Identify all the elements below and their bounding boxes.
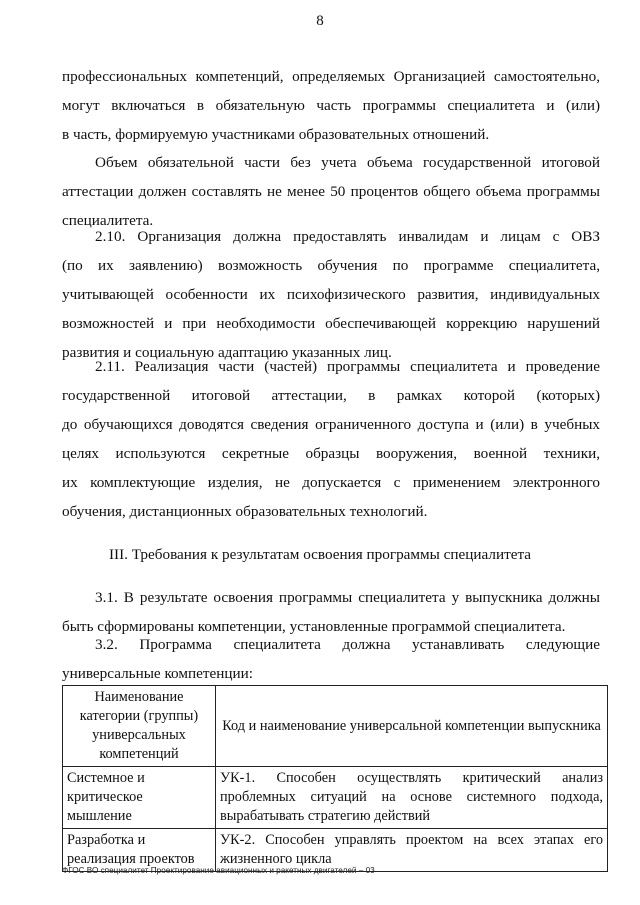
text-line: государственной итоговой аттестации, в рамках которой (которых) <box>62 387 600 404</box>
table-cell-category: Разработка и реализация проектов <box>63 829 216 872</box>
text-line: 2.11. Реализация части (частей) программы специалитета и проведение <box>95 358 600 375</box>
text-line: профессиональных компетенций, определяемых Организацией самостоятельно, <box>62 68 600 85</box>
table-header-competence: Код и наименование универсальной компетенции выпускника <box>216 686 608 767</box>
text-line: целях используются секретные образцы вооружения, военной техники, <box>62 445 600 462</box>
paragraph-2-10 <box>62 222 600 367</box>
text-line: аттестации должен составлять не менее 50 процентов общего объема программы <box>62 183 600 200</box>
paragraph-1 <box>62 62 600 149</box>
text-line: возможностей и при необходимости обеспечивающей коррекцию нарушений <box>62 315 600 332</box>
text-line: могут включаться в обязательную часть программы специалитета и (или) <box>62 97 600 114</box>
section-heading: III. Требования к результатам освоения программы специалитета <box>108 546 532 563</box>
text-line: 3.2. Программа специалитета должна устанавливать следующие <box>95 636 600 653</box>
text-line: в часть, формируемую участниками образовательных отношений. <box>62 126 490 143</box>
paragraph-2-11 <box>62 352 600 526</box>
text-line: обучения, дистанционных образовательных технологий. <box>62 503 428 520</box>
page-footer: ФГОС ВО специалитет Проектирование авиационных и ракетных двигателей – 03 <box>62 866 375 875</box>
text-line: 3.1. В результате освоения программы специалитета у выпускника должны <box>95 589 600 606</box>
text-line: универсальные компетенции: <box>62 665 253 682</box>
text-line: учитывающей особенности их психофизического развития, индивидуальных <box>62 286 600 303</box>
competence-table <box>62 685 608 872</box>
text-line: до обучающихся доводятся сведения ограниченного доступа и (или) в учебных <box>62 416 600 433</box>
text-line: специалитета. <box>62 212 154 229</box>
text-line: развития и социальную адаптацию указанных лиц. <box>62 344 392 361</box>
paragraph-3-2 <box>62 630 600 688</box>
table-row <box>63 767 608 829</box>
text-line: 2.10. Организация должна предоставлять инвалидам и лицам с ОВЗ <box>95 228 600 245</box>
text-line: быть сформированы компетенции, установленные программой специалитета. <box>62 618 566 635</box>
table-cell-category: Системное и критическое мышление <box>63 767 216 829</box>
table-header-category: Наименование категории (группы) универсальных компетенций <box>63 686 216 767</box>
page-number: 8 <box>316 13 324 29</box>
text-line: Объем обязательной части без учета объема государственной итоговой <box>95 154 600 171</box>
table-cell-competence: УК-1. Способен осуществлять критический анализ проблемных ситуаций на основе системного подхода, вырабатывать стратегию действий <box>216 767 608 829</box>
text-line: (по их заявлению) возможность обучения по программе специалитета, <box>62 257 600 274</box>
text-line: их комплектующие изделия, не допускается с применением электронного <box>62 474 600 491</box>
table-header-row <box>63 686 608 767</box>
table-cell-competence: УК-2. Способен управлять проектом на всех этапах его жизненного цикла <box>216 829 608 872</box>
